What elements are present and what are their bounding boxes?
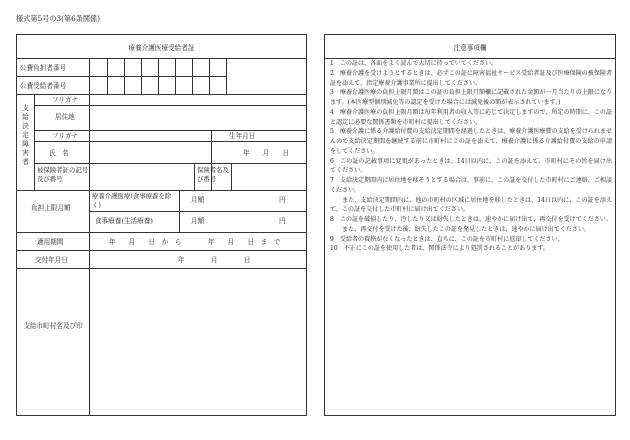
period-label: 適用期間: [37, 238, 64, 246]
note-item: 10 不正にこの証を使用した者は、関係法令により処罰されることがあります。: [330, 245, 549, 253]
furigana-divider-2: [34, 141, 211, 142]
certificate-panel: [16, 34, 307, 416]
title-divider: [17, 58, 306, 59]
note-item: 1 この証は、各面をよく読んで大切に持っていてください。: [330, 60, 498, 67]
seal-label-divider: [89, 268, 90, 415]
insured-symbol-label: 被保険者証の記号及び番号: [37, 166, 89, 183]
birth-date-label: 生年月日: [229, 132, 256, 140]
period-row-divider: [17, 250, 306, 251]
meal-monthly-label: 月額: [191, 217, 205, 225]
note-item: 9 受給者の資格がなくなったときは、直ちに、この証を市町村に返却してください。: [330, 235, 564, 243]
furigana-label-name: フリガナ: [52, 132, 79, 140]
note-item: 5 療養介護に係る介護給付費の支給決定期間を経過したときは、療養介護医療費の支給を受けられませんので支給決定期間を継続する前に市町村にこの証を添えて、療養介護に係る介護給付費の支給の申請をしてください。: [330, 128, 612, 155]
issue-label-divider: [89, 250, 90, 268]
furigana-label-address: フリガナ: [52, 96, 79, 104]
meal-care-label: 食事療養(生活療養): [95, 217, 153, 225]
limit-section-end: [17, 232, 306, 233]
address-row-divider: [34, 130, 306, 131]
note-item: 4 療養介護医療の負担上限月額は毎年利用者の収入等に応じて決定しますので、所定の時期に、この証と認定に必要な関係書類を市町村に提出してください。: [330, 108, 612, 126]
meal-yen-label: 円: [279, 217, 286, 225]
note-item: また、再交付を受けた後、紛失したこの証を発見したときは、速やかに届け出てください。: [330, 225, 591, 233]
payer-row-divider: [17, 76, 226, 77]
certificate-title: 療養介護医療受給者証: [128, 44, 195, 52]
insurer-right-divider: [231, 163, 232, 190]
limit-row-divider: [89, 211, 306, 212]
municipality-seal-label: 支給市町村名及び印: [23, 322, 83, 330]
birth-date-header-divider: [211, 141, 306, 142]
furigana-divider-1: [34, 105, 306, 106]
numbers-section-end: [17, 94, 306, 95]
number-cells-end: [226, 58, 227, 94]
address-label: 居住地: [55, 113, 75, 121]
name-row-divider: [34, 163, 306, 164]
note-item: 6 この証の記載事項に変更があったときは、14日以内に、この証を添えて、市町村にその旨を届け出てください。: [330, 157, 612, 175]
issue-date-value: 年 月 日: [178, 256, 251, 264]
note-item: 2 療養介護を受けようとするときは、必ずこの証に障害福祉サービス受給者証及び医療保険の被保険者証を添えて、指定療養介護事業所に提出してください。: [330, 69, 612, 87]
note-item: また、支給決定期間内に、他の市町村の区域に居住地を移したときは、14日以内に、この証を添えて、この証を交付した市町村に届け出てください。: [330, 196, 612, 214]
name-label: 氏 名: [49, 149, 69, 157]
medical-monthly-label: 月額: [191, 196, 205, 204]
medical-care-label: 療養介護医療(食事療養を除く): [92, 192, 172, 209]
recipient-group-label: 支給決定障害者: [22, 104, 29, 166]
insurer-name-label: 保険者名及び番号: [197, 166, 229, 183]
limit-monthly-label: 負担上限月額: [31, 204, 71, 212]
form-number: 様式第5号の3(第6条関係): [16, 14, 101, 23]
recipient-number-label: 公費受給者番号: [20, 82, 67, 90]
insurer-left-divider: [194, 163, 195, 190]
note-item: 7 支給決定期間内に居住地を移そうとする場合は、事前に、この証を交付した市町村にご連絡、ご相談ください。: [330, 177, 612, 194]
notes-title: 注意事項欄: [453, 44, 487, 52]
note-item: 8 この証を破損したり、汚したり又は紛失したときは、速やかに届け出て、再交付を受けてください。: [330, 216, 612, 223]
period-label-divider: [89, 232, 90, 250]
issue-row-divider: [17, 268, 306, 269]
payer-number-label: 公費負担者番号: [20, 64, 67, 72]
period-range-value: 年 月 日 か ら 年 月 日 ま で: [109, 238, 281, 246]
birth-date-value: 年 月 日: [243, 149, 290, 157]
recipient-label-divider: [89, 94, 90, 190]
medical-yen-label: 円: [279, 196, 286, 204]
note-item: 3 療養介護医療の負担上限月額はこの証の負担上限月額欄に記載された金額が一月当たりの上限になります。(本医療型個別減免等の認定を受けた場合には減免後の額が表示されています。): [330, 89, 612, 106]
notes-list: [330, 59, 612, 254]
recipient-section-end: [17, 190, 306, 191]
notes-panel: [324, 34, 616, 416]
issue-date-label: 交付年月日: [35, 256, 68, 264]
recipient-group-divider: [34, 94, 35, 190]
